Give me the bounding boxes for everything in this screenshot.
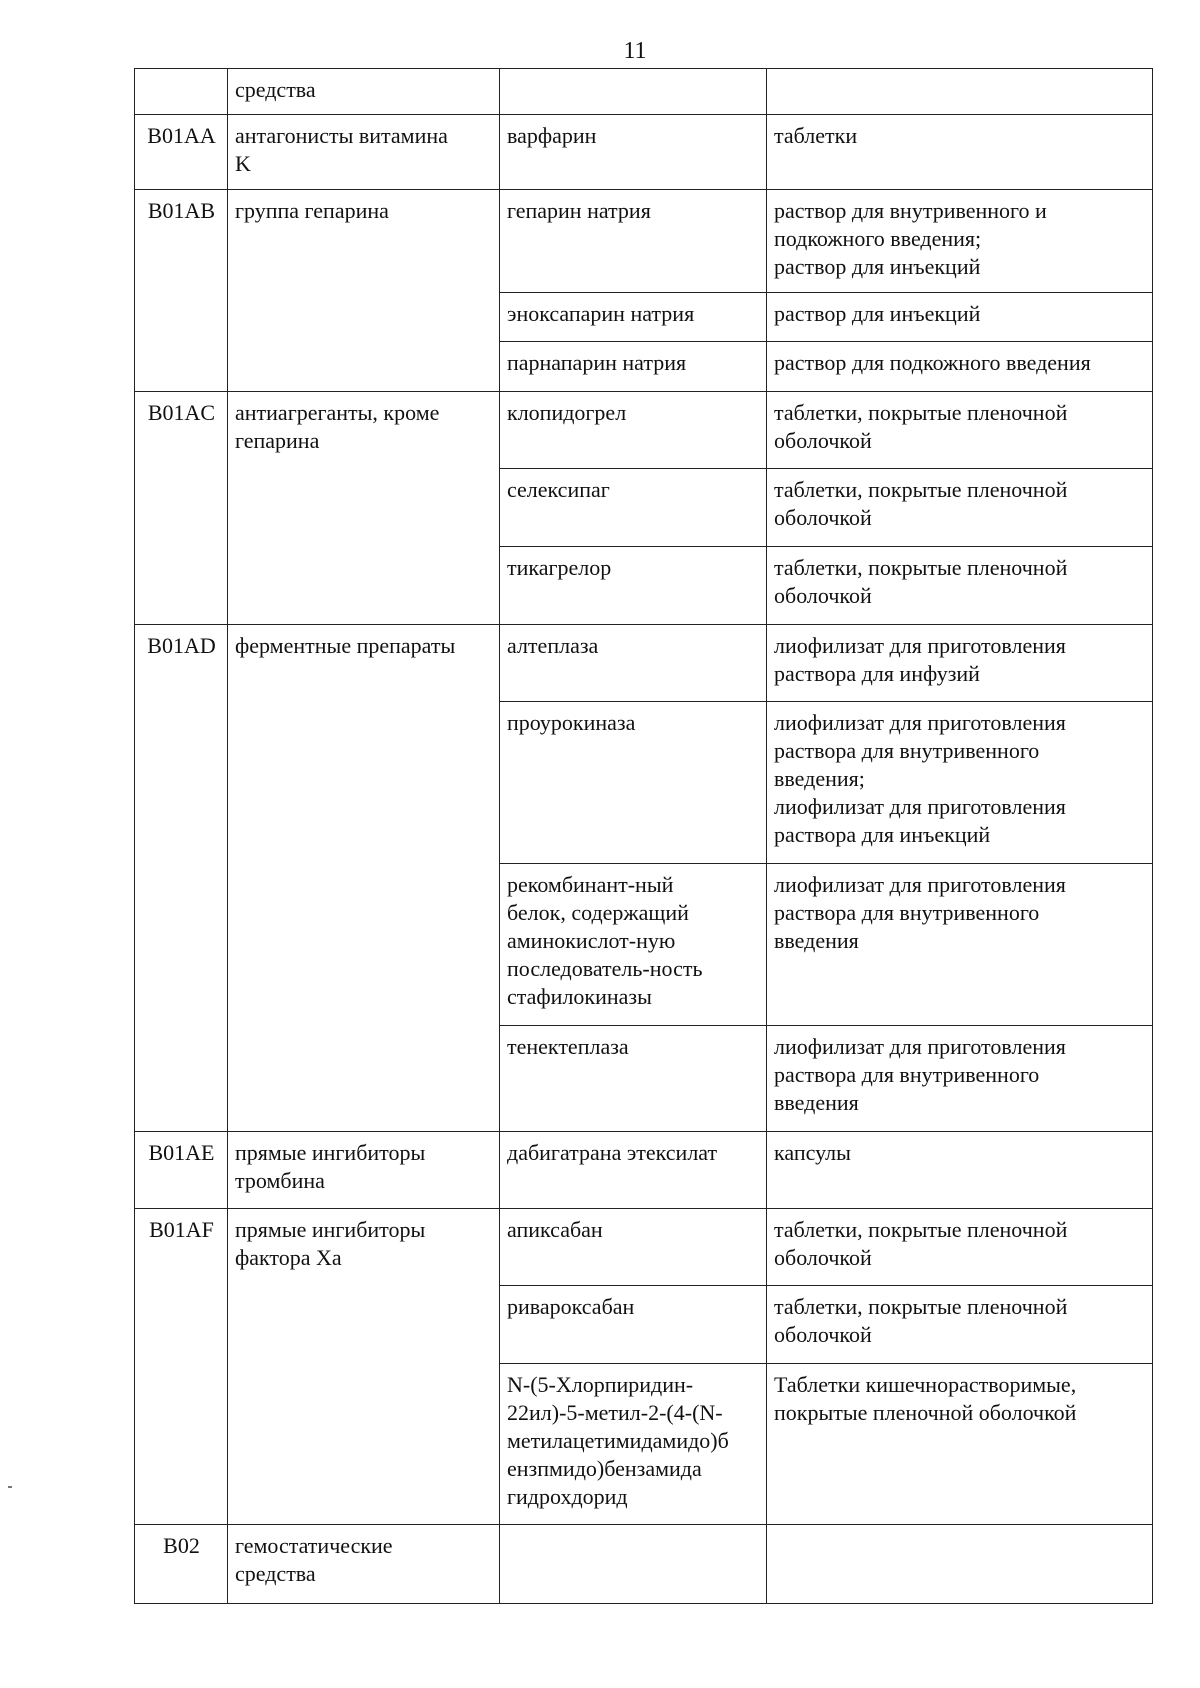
table-row — [135, 1525, 1153, 1604]
scan-speck — [8, 1486, 12, 1488]
dosage-form-cell: лиофилизат для приготовления раствора для инфузий — [767, 625, 1153, 702]
drug-name-cell: гепарин натрия — [500, 190, 767, 293]
drug-name-cell: рекомбинант-ный белок, содержащий аминокислот-ную последователь-ность стафилокиназы — [500, 864, 767, 1026]
group-cell: прямые ингибиторы тромбина — [228, 1132, 500, 1209]
dosage-form-cell — [767, 1525, 1153, 1604]
page-number: 11 — [623, 38, 647, 64]
drug-name-cell: N-(5-Хлорпиридин- 22ил)-5-метил-2-(4-(N- метилацетимидамидо)б ензпмидо)бензамида гидрохдорид — [500, 1364, 767, 1525]
dosage-form-cell: таблетки, покрытые пленочной оболочкой — [767, 469, 1153, 547]
group-cell: антиагреганты, кроме гепарина — [228, 392, 500, 625]
dosage-form-cell: Таблетки кишечнорастворимые, покрытые пленочной оболочкой — [767, 1364, 1153, 1525]
drug-name-cell: парнапарин натрия — [500, 342, 767, 392]
table-row — [135, 625, 1153, 702]
drug-name-cell: варфарин — [500, 115, 767, 190]
dosage-form-cell: таблетки, покрытые пленочной оболочкой — [767, 547, 1153, 625]
atc-code-cell: B01AE — [135, 1132, 228, 1209]
dosage-form-cell: раствор для внутривенного и подкожного введения; раствор для инъекций — [767, 190, 1153, 293]
dosage-form-cell: капсулы — [767, 1132, 1153, 1209]
drug-name-cell: алтеплаза — [500, 625, 767, 702]
group-cell: прямые ингибиторы фактора Xa — [228, 1209, 500, 1525]
group-cell: ферментные препараты — [228, 625, 500, 1132]
dosage-form-cell: таблетки, покрытые пленочной оболочкой — [767, 1209, 1153, 1286]
table-row — [135, 69, 1153, 115]
group-cell: средства — [228, 69, 500, 115]
atc-code-cell: B01AB — [135, 190, 228, 392]
table-row — [135, 392, 1153, 469]
drug-table — [134, 68, 1153, 1604]
atc-code-cell: B01AD — [135, 625, 228, 1132]
drug-name-cell: тикагрелор — [500, 547, 767, 625]
table-row — [135, 115, 1153, 190]
drug-name-cell: тенектеплаза — [500, 1026, 767, 1132]
atc-code-cell: B01AC — [135, 392, 228, 625]
table-row — [135, 1132, 1153, 1209]
atc-code-cell: B01AA — [135, 115, 228, 190]
table-row — [135, 190, 1153, 293]
dosage-form-cell: таблетки — [767, 115, 1153, 190]
drug-name-cell: проурокиназа — [500, 702, 767, 864]
group-cell: антагонисты витамина K — [228, 115, 500, 190]
dosage-form-cell — [767, 69, 1153, 115]
atc-code-cell: B02 — [135, 1525, 228, 1604]
dosage-form-cell: лиофилизат для приготовления раствора для внутривенного введения — [767, 864, 1153, 1026]
drug-name-cell: клопидогрел — [500, 392, 767, 469]
drug-name-cell: апиксабан — [500, 1209, 767, 1286]
group-cell: гемостатические средства — [228, 1525, 500, 1604]
dosage-form-cell: таблетки, покрытые пленочной оболочкой — [767, 1286, 1153, 1364]
atc-code-cell: B01AF — [135, 1209, 228, 1525]
table-row — [135, 1209, 1153, 1286]
atc-code-cell — [135, 69, 228, 115]
dosage-form-cell: раствор для инъекций — [767, 293, 1153, 342]
group-cell: группа гепарина — [228, 190, 500, 392]
drug-name-cell — [500, 69, 767, 115]
dosage-form-cell: таблетки, покрытые пленочной оболочкой — [767, 392, 1153, 469]
drug-name-cell: дабигатрана этексилат — [500, 1132, 767, 1209]
dosage-form-cell: лиофилизат для приготовления раствора для внутривенного введения; лиофилизат для приготовления раствора для инъекций — [767, 702, 1153, 864]
drug-name-cell — [500, 1525, 767, 1604]
drug-name-cell: ривароксабан — [500, 1286, 767, 1364]
drug-name-cell: селексипаг — [500, 469, 767, 547]
dosage-form-cell: лиофилизат для приготовления раствора для внутривенного введения — [767, 1026, 1153, 1132]
dosage-form-cell: раствор для подкожного введения — [767, 342, 1153, 392]
drug-name-cell: эноксапарин натрия — [500, 293, 767, 342]
